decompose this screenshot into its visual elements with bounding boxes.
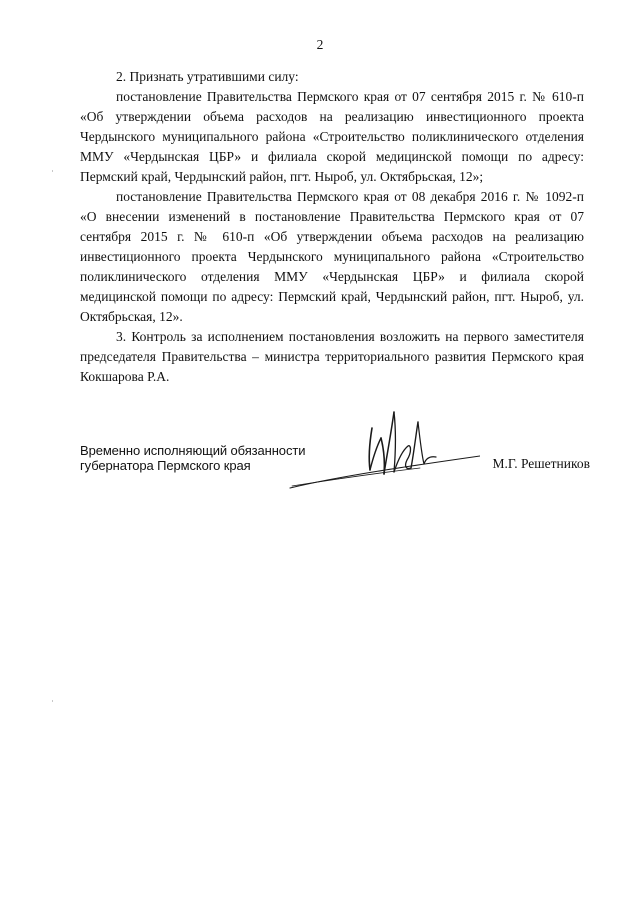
signatory-position-line1: Временно исполняющий обязанности [80,443,306,458]
signatory-name: М.Г. Решетников [492,456,590,471]
paragraph-item-2: 2. Признать утратившими силу: [116,69,299,84]
paragraph-item-3-control: 3. Контроль за исполнением постановления возложить на первого заместителя председателя Правительства – министра территориального развития Пермского края Кокшарова Р.А. [80,329,584,384]
scan-speck [52,700,53,702]
scan-speck [52,170,53,172]
paragraph-repealed-resolution-1092: постановление Правительства Пермского края от 08 декабря 2016 г. № 1092-п «О внесении изменений в постановление Правительства Пермского края от 07 сентября 2015 г. № 610-п «Об утверждении объема расходов на реализацию инвестиционного проекта Чердынского муниципального района «Строительство поликлинического отделения ММУ «Чердынская ЦБР» и филиала скорой медицинской помощи по адресу: Пермский край, Чердынский район, пгт. Ныроб, ул. Октябрьская, 12». [80,189,584,324]
signatory-position-line2: губернатора Пермского края [80,458,251,473]
signatory-position [80,443,305,473]
document-body [80,67,584,387]
signature-block [80,443,590,503]
paragraph-repealed-resolution-610: постановление Правительства Пермского края от 07 сентября 2015 г. № 610-п «Об утверждении объема расходов на реализацию инвестиционного проекта Чердынского муниципального района «Строительство поликлинического отделения ММУ «Чердынская ЦБР» и филиала скорой медицинской помощи по адресу: Пермский край, Чердынский район, пгт. Ныроб, ул. Октябрьская, 12»; [80,89,584,184]
page-number: 2 [316,37,324,52]
